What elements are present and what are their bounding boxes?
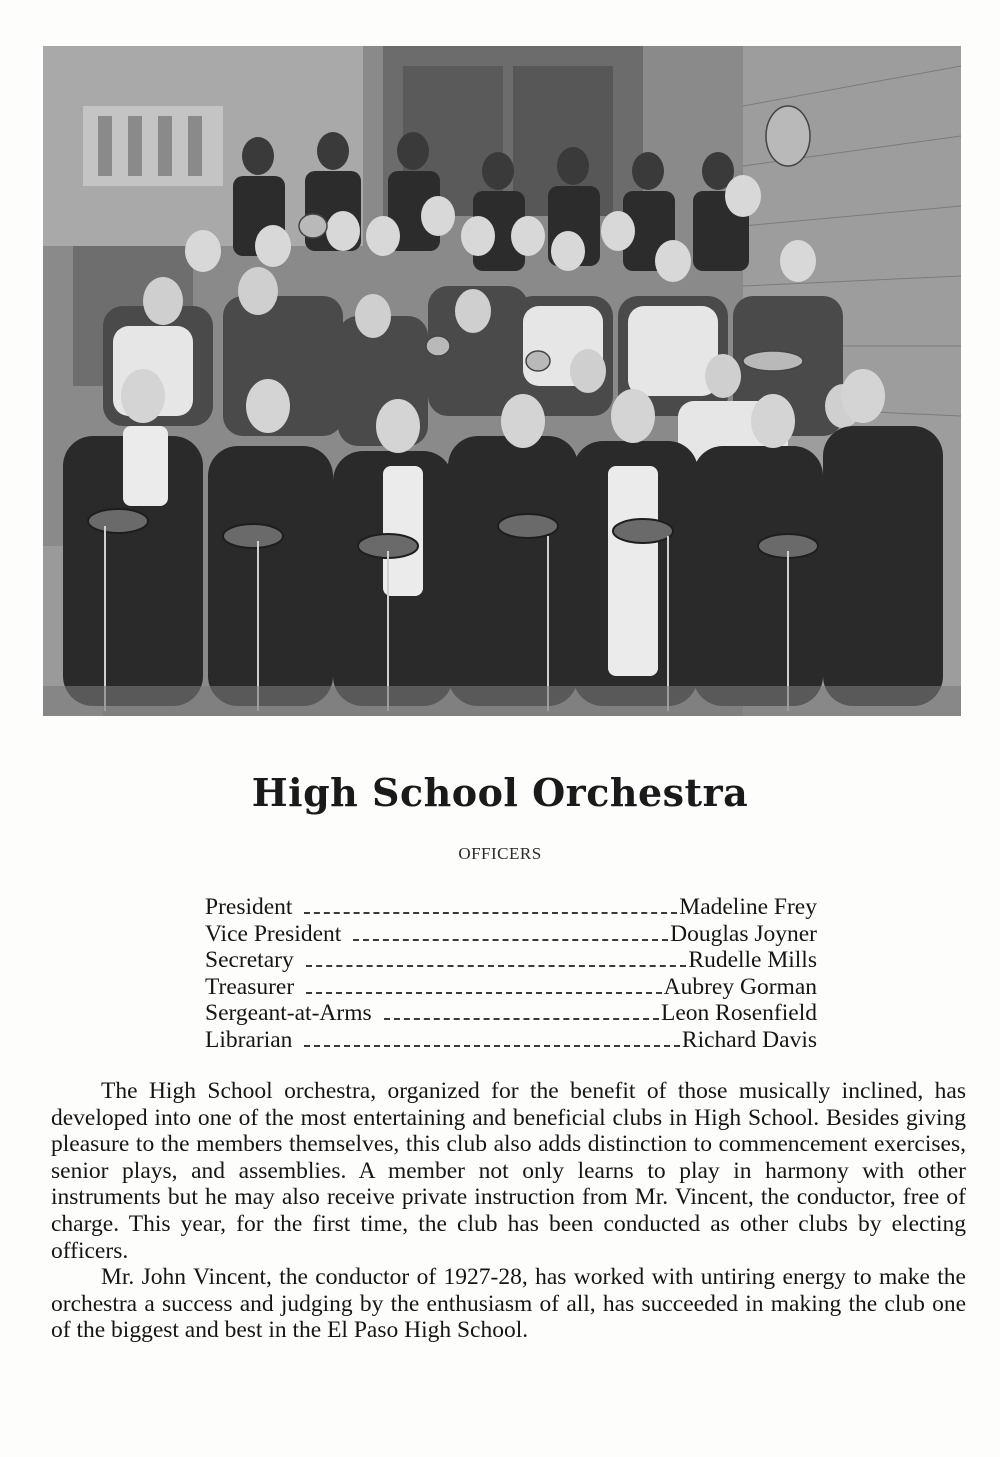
officer-row [205,894,817,921]
officer-name: Douglas Joyner [670,920,817,947]
dash-leader [306,965,687,967]
dash-leader [353,939,668,941]
officers-heading: OFFICERS [458,844,542,863]
dash-leader [306,992,661,994]
officer-name: Rudelle Mills [688,947,817,973]
officer-role: President [205,894,293,920]
dash-leader [304,912,677,914]
orchestra-group-photo [43,46,961,716]
officer-role: Librarian [205,1026,293,1053]
officer-row [205,1000,817,1027]
dash-leader [384,1018,659,1020]
officer-row [205,921,817,948]
officer-role: Sergeant-at-Arms [205,1000,372,1026]
paragraph: Mr. John Vincent, the conductor of 1927-28, has worked with untiring energy to make the orchestra a success and judging by the enthusiasm of all, has succeeded in making the club one of the biggest and best in the El Paso High School. [51,1264,966,1344]
officer-name: Aubrey Gorman [663,973,817,1000]
officer-row [205,974,817,1001]
officer-name: Madeline Frey [679,894,817,920]
officer-role: Secretary [205,947,294,973]
officer-row [205,947,817,974]
description-text [51,1078,966,1344]
officer-role: Vice President [205,920,342,947]
paragraph: The High School orchestra, organized for the benefit of those musically inclined, has developed into one of the most entertaining and beneficial clubs in High School. Besides giving pleasure to the members themselves, this club also adds distinction to commencement exercises, senior plays, and assemblies. A member not only learns to play in harmony with other instruments but he may also receive private instruction from Mr. Vincent, the conductor, free of charge. This year, for the first time, the club has been conducted as other clubs by electing officers. [51,1078,966,1264]
dash-leader [304,1045,679,1047]
officer-role: Treasurer [205,973,295,1000]
officer-name: Richard Davis [681,1026,817,1053]
officer-name: Leon Rosenfield [661,1000,817,1026]
officer-row [205,1027,817,1054]
officers-list [205,894,817,1053]
page-title: High School Orchestra [251,770,749,815]
